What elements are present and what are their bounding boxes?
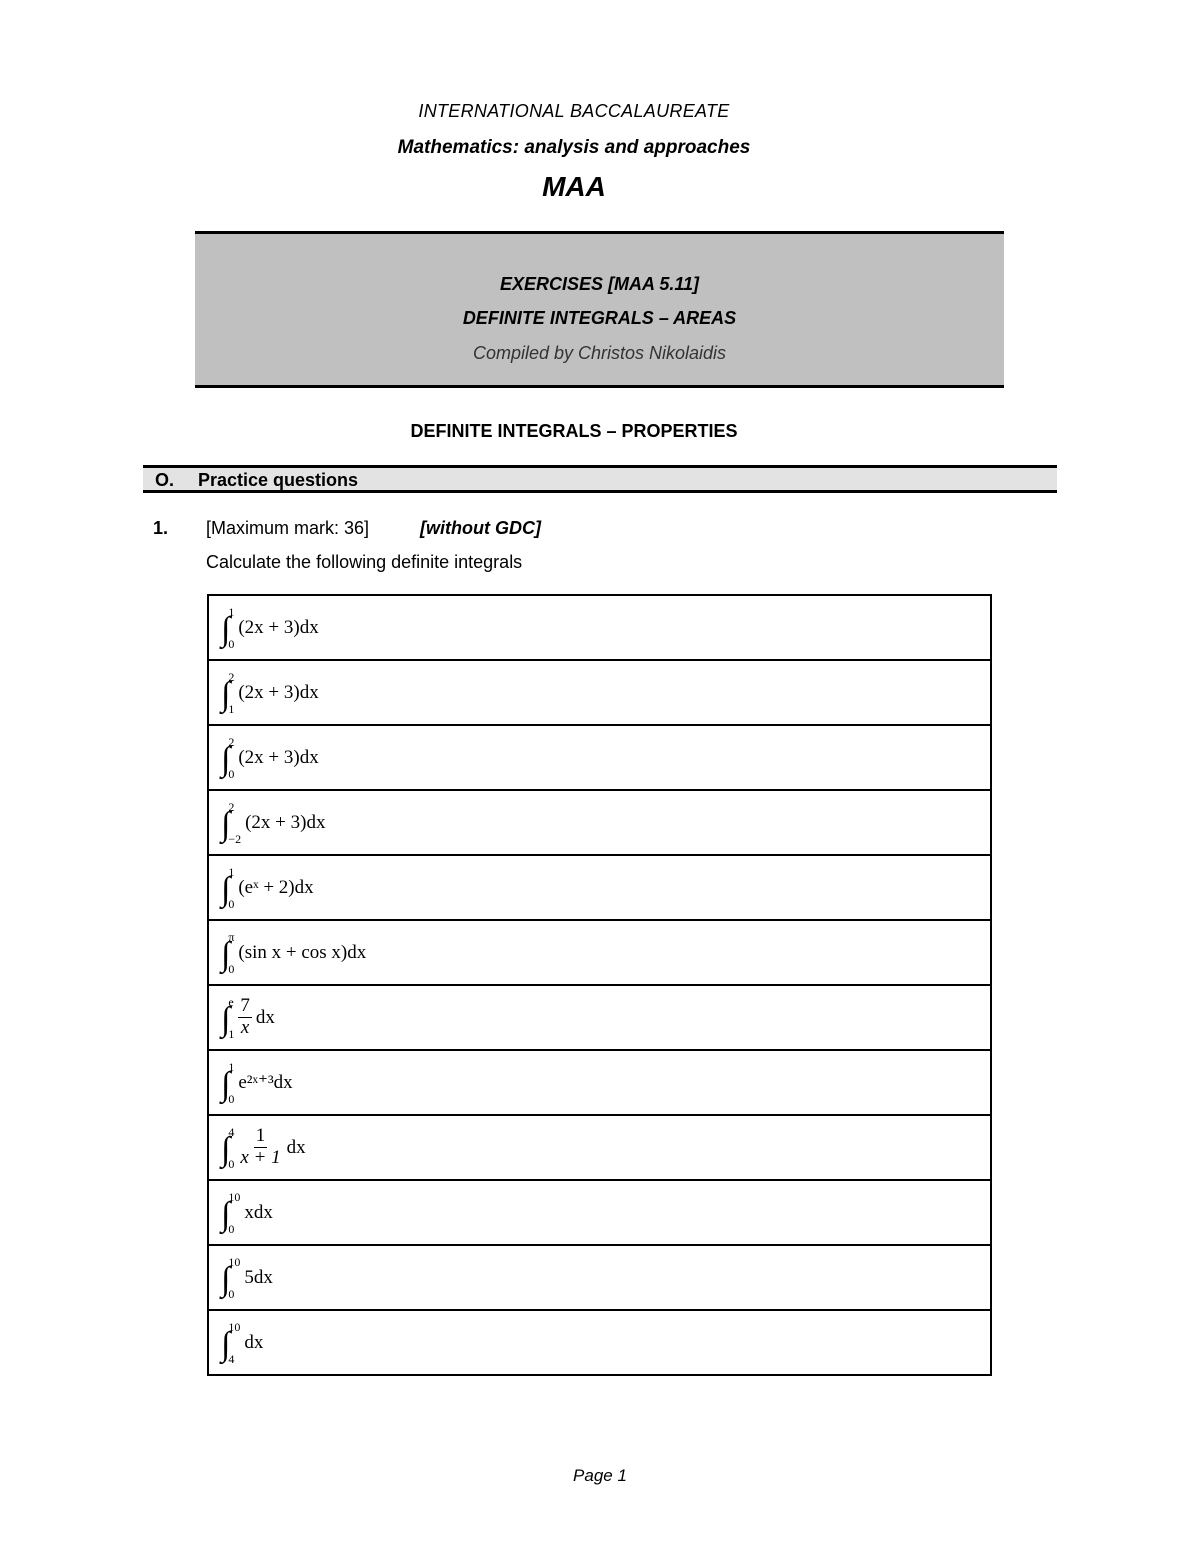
integral-sign-icon: ∫ (221, 1000, 231, 1038)
integral-sign-icon: ∫ (221, 610, 231, 648)
integral-expression (221, 1254, 273, 1301)
institution-title: INTERNATIONAL BACCALAUREATE (418, 101, 730, 121)
integral-cell (208, 790, 991, 855)
integrand-text: e²ˣ⁺³dx (238, 1072, 293, 1093)
integral-cell (208, 1310, 991, 1375)
integral-sign-icon: ∫ (221, 675, 231, 713)
question-number: 1. (153, 518, 169, 538)
upper-limit: 10 (228, 1254, 241, 1269)
integral-row (208, 1115, 991, 1180)
upper-limit: 4 (228, 1124, 235, 1139)
integral-row (208, 920, 991, 985)
integrand-text: dx (244, 1331, 264, 1353)
section-bar (143, 465, 1057, 493)
integral-sign-icon: ∫ (221, 1325, 231, 1363)
lower-limit: 4 (228, 1351, 235, 1366)
integral-cell (208, 1115, 991, 1180)
course-title: Mathematics: analysis and approaches (397, 137, 751, 158)
integrand-fraction (238, 996, 252, 1039)
integral-cell (208, 1180, 991, 1245)
course-code: MAA (542, 171, 606, 202)
question-gdc-note: [without GDC] (420, 518, 541, 538)
integral-row (208, 660, 991, 725)
integrand-text: (2x + 3)dx (238, 746, 319, 768)
integral-sign-icon: ∫ (221, 1195, 231, 1233)
integral-row (208, 790, 991, 855)
integral-sign-icon: ∫ (221, 740, 231, 778)
upper-limit: 1 (228, 1059, 235, 1074)
integrand-text: (sin x + cos x)dx (238, 941, 367, 963)
integral-expression (221, 1126, 306, 1169)
integral-cell (208, 660, 991, 725)
integral-row (208, 1050, 991, 1115)
upper-limit: 1 (228, 864, 235, 879)
lower-limit: −2 (228, 831, 242, 846)
integral-cell (208, 855, 991, 920)
integrand-text: (2x + 3)dx (238, 681, 319, 703)
integral-cell (208, 985, 991, 1050)
integral-row (208, 595, 991, 660)
integral-sign-icon: ∫ (221, 1130, 231, 1168)
integrand-text: dx (286, 1136, 306, 1158)
integral-expression (221, 864, 314, 911)
upper-limit: 2 (228, 734, 235, 749)
section-letter: O. (155, 470, 175, 490)
integrals-table (207, 594, 992, 1376)
integral-expression (221, 1059, 293, 1106)
integral-cell (208, 920, 991, 985)
integral-row (208, 1310, 991, 1375)
lower-limit: 0 (228, 636, 235, 651)
lower-limit: 1 (228, 701, 235, 716)
lower-limit: 0 (228, 1286, 235, 1301)
integral-expression (221, 734, 319, 781)
integral-row (208, 725, 991, 790)
integral-row (208, 855, 991, 920)
integral-cell (208, 1245, 991, 1310)
question-instruction: Calculate the following definite integrals (206, 552, 523, 572)
fraction-denominator: x + 1 (240, 1147, 281, 1168)
exercise-banner (195, 231, 1004, 388)
integral-row (208, 1245, 991, 1310)
integral-cell (208, 1050, 991, 1115)
fraction-numerator: 7 (240, 995, 250, 1017)
fraction-numerator: 1 (255, 1125, 266, 1147)
upper-limit: 2 (228, 799, 235, 814)
banner-topic: DEFINITE INTEGRALS – AREAS (462, 308, 737, 328)
integral-expression (221, 996, 275, 1039)
integral-sign-icon: ∫ (221, 805, 231, 843)
upper-limit: π (228, 929, 235, 944)
upper-limit: e (228, 994, 234, 1009)
integrand-text: 5dx (244, 1266, 273, 1288)
integrand-text: (2x + 3)dx (238, 616, 319, 638)
upper-limit: 10 (228, 1189, 241, 1204)
integrand-fraction (238, 1126, 282, 1169)
integral-cell (208, 595, 991, 660)
integral-expression (221, 1189, 273, 1236)
integral-expression (221, 799, 326, 846)
integral-sign-icon: ∫ (221, 935, 231, 973)
integral-cell (208, 725, 991, 790)
lower-limit: 0 (228, 766, 235, 781)
integrand-text: (eˣ + 2)dx (238, 876, 314, 898)
integral-expression (221, 1319, 264, 1366)
integral-row (208, 1180, 991, 1245)
integral-row (208, 985, 991, 1050)
section-title: DEFINITE INTEGRALS – PROPERTIES (410, 421, 738, 441)
lower-limit: 0 (228, 1221, 235, 1236)
integral-sign-icon: ∫ (221, 1065, 231, 1103)
integrand-text: dx (255, 1006, 275, 1028)
upper-limit: 10 (228, 1319, 241, 1334)
lower-limit: 0 (228, 1091, 235, 1106)
integrand-text: (2x + 3)dx (245, 811, 326, 833)
integral-sign-icon: ∫ (221, 1260, 231, 1298)
banner-author: Compiled by Christos Nikolaidis (472, 343, 727, 363)
integral-expression (221, 929, 367, 976)
upper-limit: 1 (228, 604, 235, 619)
lower-limit: 0 (228, 961, 235, 976)
integral-sign-icon: ∫ (221, 870, 231, 908)
integral-expression (221, 604, 319, 651)
lower-limit: 0 (228, 1156, 235, 1171)
banner-exercises: EXERCISES [MAA 5.11] (499, 274, 700, 294)
upper-limit: 2 (228, 669, 235, 684)
integral-expression (221, 669, 319, 716)
integrand-text: xdx (244, 1201, 273, 1223)
lower-limit: 0 (228, 896, 235, 911)
lower-limit: 1 (228, 1026, 235, 1041)
question-marks: [Maximum mark: 36] (206, 518, 370, 538)
section-label: Practice questions (198, 470, 359, 490)
page-number: Page 1 (573, 1466, 627, 1485)
fraction-denominator: x (240, 1017, 250, 1038)
